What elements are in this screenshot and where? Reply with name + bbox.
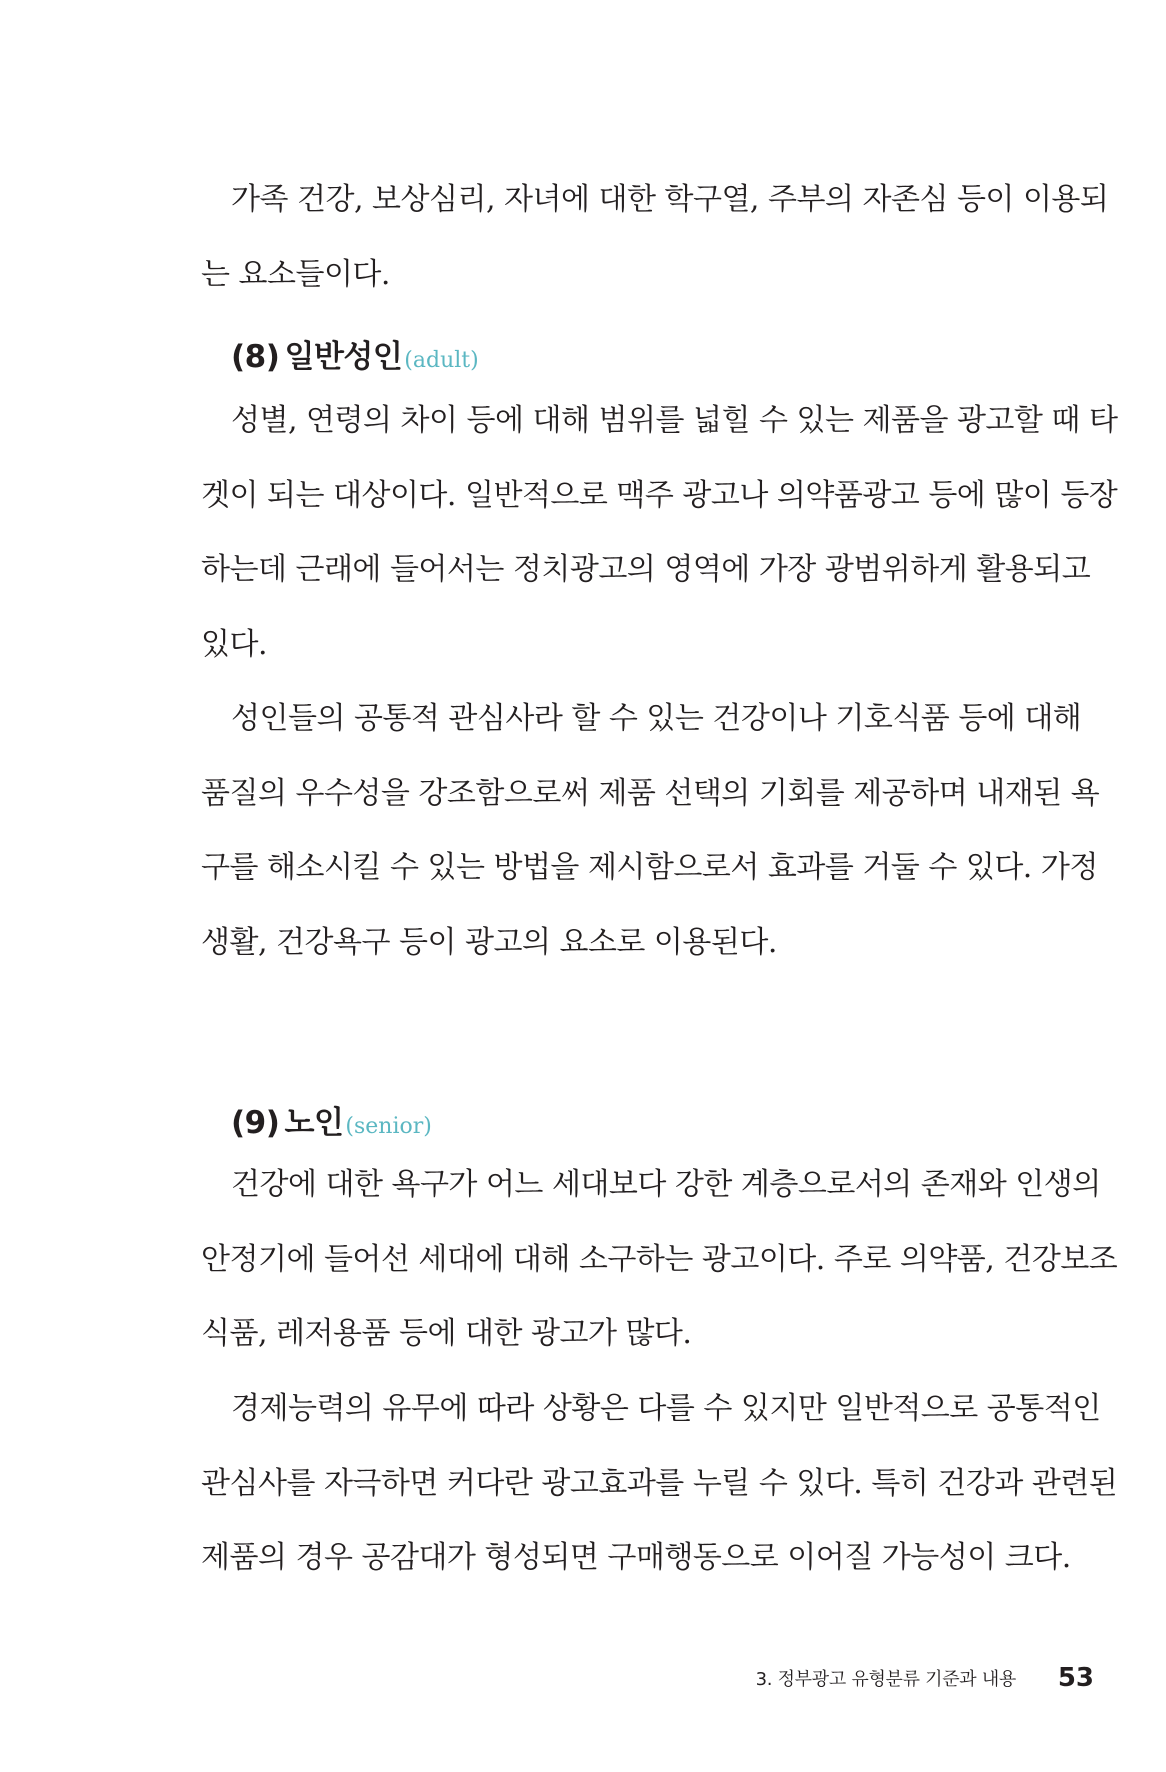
- text-line: 가족 건강, 보상심리, 자녀에 대한 학구열, 주부의 자존심 등이 이용되: [231, 182, 1109, 217]
- text-line: 하는데 근래에 들어서는 정치광고의 영역에 가장 광범위하게 활용되고: [201, 552, 1091, 587]
- heading-title: 일반성인: [284, 339, 403, 375]
- footer-chapter-title: 3. 정부광고 유형분류 기준과 내용: [755, 1669, 1016, 1690]
- text-line: 겟이 되는 대상이다. 일반적으로 맥주 광고나 의약품광고 등에 많이 등장: [201, 478, 1118, 513]
- heading-title: 노인: [284, 1105, 344, 1141]
- page-footer: [755, 1660, 1100, 1700]
- text-line: 제품의 경우 공감대가 형성되면 구매행동으로 이어질 가능성이 크다.: [201, 1540, 1071, 1575]
- text-line: 안정기에 들어선 세대에 대해 소구하는 광고이다. 주로 의약품, 건강보조: [201, 1242, 1118, 1277]
- text-line: 경제능력의 유무에 따라 상황은 다를 수 있지만 일반적으로 공통적인: [231, 1391, 1101, 1426]
- heading-number: (8): [231, 339, 280, 375]
- page-number: 53: [1057, 1663, 1094, 1693]
- text-line: 생활, 건강욕구 등이 광고의 요소로 이용된다.: [201, 925, 777, 960]
- section-heading-senior: [231, 1101, 432, 1145]
- text-line: 건강에 대한 욕구가 어느 세대보다 강한 계층으로서의 존재와 인생의: [231, 1167, 1101, 1202]
- text-line: 관심사를 자극하면 커다란 광고효과를 누릴 수 있다. 특히 건강과 관련된: [201, 1466, 1118, 1501]
- heading-number: (9): [231, 1105, 280, 1141]
- text-line: 있다.: [201, 627, 267, 662]
- text-line: 구를 해소시킬 수 있는 방법을 제시함으로서 효과를 거둘 수 있다. 가정: [201, 850, 1098, 885]
- text-line: 품질의 우수성을 강조함으로써 제품 선택의 기회를 제공하며 내재된 욕: [201, 776, 1100, 811]
- text-line: 성별, 연령의 차이 등에 대해 범위를 넓힐 수 있는 제품을 광고할 때 타: [231, 403, 1118, 438]
- heading-english: (adult): [404, 348, 479, 373]
- text-line: 는 요소들이다.: [201, 257, 390, 292]
- text-line: 식품, 레저용품 등에 대한 광고가 많다.: [201, 1316, 692, 1351]
- heading-english: (senior): [345, 1114, 432, 1139]
- text-line: 성인들의 공통적 관심사라 할 수 있는 건강이나 기호식품 등에 대해: [231, 701, 1082, 736]
- section-heading-adult: [231, 335, 479, 379]
